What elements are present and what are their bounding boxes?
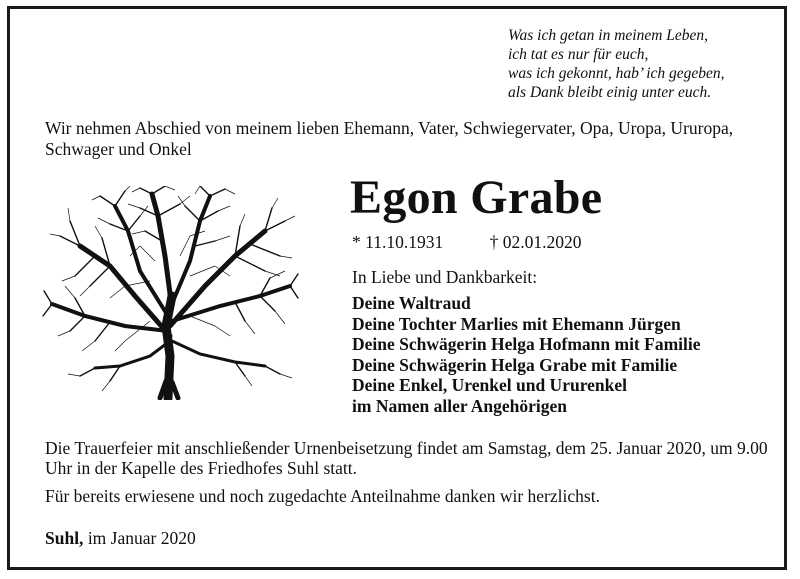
poem-line: als Dank bleibt einig unter euch. — [508, 84, 712, 101]
thanks-note: Für bereits erwiesene und noch zugedachte Anteilnahme danken wir herzlichst. — [45, 486, 600, 506]
place-date — [45, 528, 196, 548]
memorial-poem — [508, 26, 778, 102]
deceased-name: Egon Grabe — [350, 171, 603, 224]
life-dates — [352, 232, 581, 252]
mourner-line: Deine Waltraud — [352, 293, 471, 313]
mourner-line: Deine Schwägerin Helga Hofmann mit Familie — [352, 334, 701, 354]
love-gratitude-line: In Liebe und Dankbarkeit: — [352, 267, 538, 287]
mourner-line: Deine Enkel, Urenkel und Ururenkel — [352, 375, 628, 395]
poem-line: was ich gekonnt, hab’ ich gegeben, — [508, 65, 725, 82]
death-date: † 02.01.2020 — [489, 232, 582, 252]
tree-icon — [40, 186, 300, 400]
mourner-line: Deine Tochter Marlies mit Ehemann Jürgen — [352, 313, 681, 334]
poem-line: ich tat es nur für euch, — [508, 46, 649, 63]
mourners-list — [352, 293, 701, 416]
poem-line: Was ich getan in meinem Leben, — [508, 27, 709, 44]
farewell-intro: Wir nehmen Abschied von meinem lieben Ehemann, Vater, Schwiegervater, Opa, Uropa, Ururopa, Schwager und Onkel — [45, 118, 734, 159]
funeral-info: Die Trauerfeier mit anschließender Urnenbeisetzung findet am Samstag, dem 25. Januar 2020, um 9.00 Uhr in der Kapelle des Friedhofes Suhl statt. — [45, 438, 768, 478]
mourner-line: Deine Schwägerin Helga Grabe mit Familie — [352, 354, 678, 375]
mourner-line: im Namen aller Angehörigen — [352, 395, 568, 416]
birth-date: * 11.10.1931 — [352, 232, 444, 252]
date-line: im Januar 2020 — [87, 528, 196, 548]
place-name: Suhl, — [45, 528, 84, 548]
